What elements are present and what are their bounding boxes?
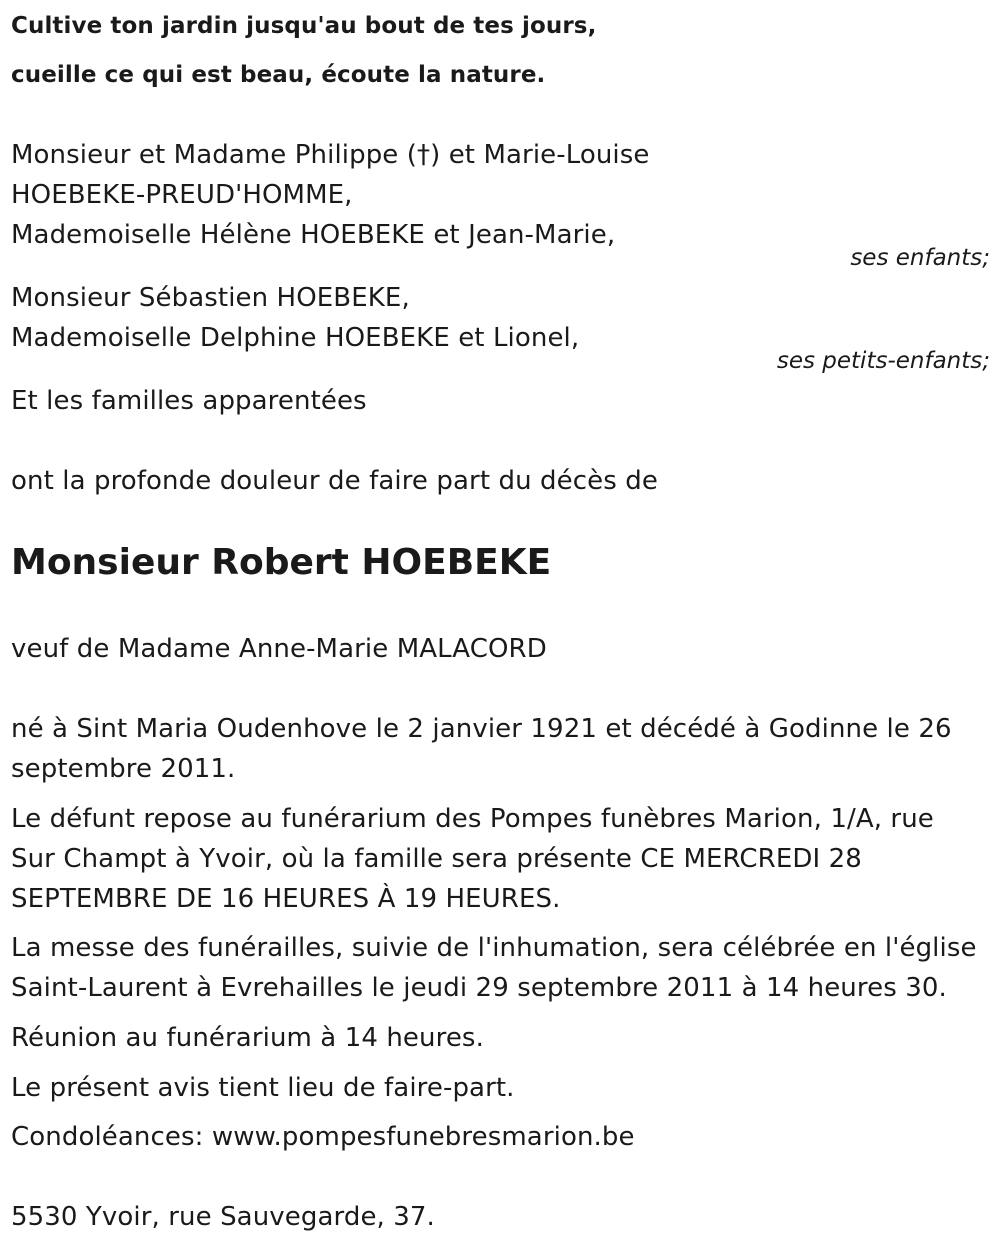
- condolences-line: Condoléances: www.pompesfunebresmarion.be: [11, 1122, 635, 1152]
- address-line: 5530 Yvoir, rue Sauvegarde, 37.: [11, 1202, 435, 1232]
- epigraph-line-1: Cultive ton jardin jusqu'au bout de tes jours,: [11, 13, 597, 39]
- announcement-line: ont la profonde douleur de faire part du décès de: [11, 466, 658, 496]
- mass-line-1: La messe des funérailles, suivie de l'inhumation, sera célébrée en l'église: [11, 933, 977, 963]
- mass-line-2: Saint-Laurent à Evrehailles le jeudi 29 septembre 2011 à 14 heures 30.: [11, 973, 947, 1003]
- grandchildren-role: ses petits-enfants;: [776, 348, 990, 374]
- notice-line: Le présent avis tient lieu de faire-part.: [11, 1073, 515, 1103]
- children-line-1: Monsieur et Madame Philippe (†) et Marie-Louise: [11, 140, 650, 170]
- grandchildren-line-1: Monsieur Sébastien HOEBEKE,: [11, 283, 410, 313]
- funerarium-line-1: Le défunt repose au funérarium des Pompes funèbres Marion, 1/A, rue: [11, 804, 934, 834]
- families-line: Et les familles apparentées: [11, 386, 367, 416]
- widower-line: veuf de Madame Anne-Marie MALACORD: [11, 634, 547, 664]
- children-line-2: HOEBEKE-PREUD'HOMME,: [11, 180, 353, 210]
- meeting-line: Réunion au funérarium à 14 heures.: [11, 1023, 484, 1053]
- funerarium-line-2: Sur Champt à Yvoir, où la famille sera présente CE MERCREDI 28: [11, 844, 862, 874]
- funerarium-line-3: SEPTEMBRE DE 16 HEURES À 19 HEURES.: [11, 884, 561, 914]
- children-line-3: Mademoiselle Hélène HOEBEKE et Jean-Marie,: [11, 220, 616, 250]
- children-role: ses enfants;: [850, 245, 990, 271]
- grandchildren-line-2: Mademoiselle Delphine HOEBEKE et Lionel,: [11, 323, 580, 353]
- birth-death-line-1: né à Sint Maria Oudenhove le 2 janvier 1921 et décédé à Godinne le 26: [11, 714, 952, 744]
- birth-death-line-2: septembre 2011.: [11, 754, 236, 784]
- deceased-name: Monsieur Robert HOEBEKE: [11, 542, 552, 583]
- epigraph-line-2: cueille ce qui est beau, écoute la nature.: [11, 62, 546, 88]
